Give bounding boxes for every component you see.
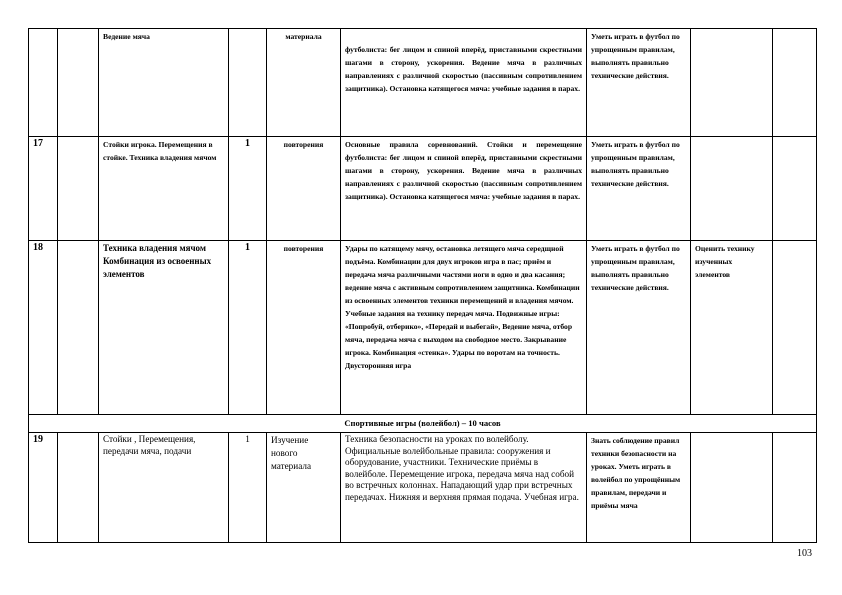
lesson-extra: [773, 137, 817, 241]
lesson-content: Удары по катящему мячу, остановка летящего мяча середщной подъёма. Комбинации для двух игроков игра в пас; приём и передача мяча различными частями ноги в одно и два касания; ведение мяча с активным сопротивлением защитника. Комбинации из освоенных элементов техники перемещений и владения мячом. Учебные задания на технику передач мяча. Подвижные игры: «Попробуй, отберико», «Передай и выбегай», Ведение мяча, отбор мяча, передача мяча с выходом на свободное место. Закрывание игрока. Комбинация «стенка». Удары по воротам на точность. Двусторонняя игра: [341, 241, 587, 415]
lesson-plan-table: [28, 28, 817, 543]
lesson-content: Техника безопасности на уроках по волейболу. Официальные волейбольные правила: сооружения и оборудование, участники. Технические приёмы в волейболе. Перемещение игрока, передача мяча над собой во встречных колоннах. Нападающий удар при встречных передачах. Нижняя и верхняя прямая подача. Учебная игра.: [341, 433, 587, 543]
section-title: Спортивные игры (волейбол) – 10 часов: [29, 415, 817, 433]
lesson-topic: Техника владения мячом Комбинация из освоенных элементов: [99, 241, 229, 415]
lesson-topic: Ведение мяча: [99, 29, 229, 137]
lesson-content: футболиста: бег лицом и спиной вперёд, приставными скрестными шагами в сторону, ускорения. Ведение мяча в различных направлениях с различной скоростью (пассивным сопротивлением защитника). Остановка катящегося мяча: учебные задания в парах.: [341, 29, 587, 137]
lesson-type: материала: [267, 29, 341, 137]
lesson-hours: 1: [229, 137, 267, 241]
lesson-requirements: Уметь играть в футбол по упрощенным правилам, выполнять правильно технические действия.: [587, 241, 691, 415]
section-header-row: [29, 415, 817, 433]
lesson-extra: [773, 433, 817, 543]
lesson-number: 19: [29, 433, 58, 543]
lesson-topic: Стойки игрока. Перемещения в стойке. Техника владения мячом: [99, 137, 229, 241]
lesson-number: 18: [29, 241, 58, 415]
lesson-type: Изучение нового материала: [267, 433, 341, 543]
lesson-type: повторения: [267, 137, 341, 241]
table-row: [29, 241, 817, 415]
lesson-requirements: Уметь играть в футбол по упрощенным правилам, выполнять правильно технические действия.: [587, 137, 691, 241]
lesson-control: [691, 433, 773, 543]
lesson-content: Основные правила соревнований. Стойки и перемещение футболиста: бег лицом и спиной вперёд, приставными скрестными шагами в сторону, ускорения. Ведение мяча в различных направлениях с различной скоростью (пассивным сопротивлением защитника). Остановка катящегося мяча: учебные задания в парах.: [341, 137, 587, 241]
lesson-number: 17: [29, 137, 58, 241]
table-row: [29, 137, 817, 241]
lesson-control: [691, 137, 773, 241]
lesson-number: [29, 29, 58, 137]
lesson-type: повторения: [267, 241, 341, 415]
lesson-hours: 1: [229, 433, 267, 543]
date-cell: [58, 433, 99, 543]
lesson-hours: 1: [229, 241, 267, 415]
date-cell: [58, 29, 99, 137]
date-cell: [58, 241, 99, 415]
lesson-control: [691, 29, 773, 137]
lesson-hours: [229, 29, 267, 137]
lesson-extra: [773, 29, 817, 137]
page-number: 103: [797, 548, 812, 559]
table-row: [29, 433, 817, 543]
date-cell: [58, 137, 99, 241]
lesson-requirements: Уметь играть в футбол по упрощенным правилам, выполнять правильно технические действия.: [587, 29, 691, 137]
lesson-requirements: Знать соблюдение правил техники безопасности на уроках. Уметь играть в волейбол по упрощённым правилам, передачи и приёмы мяча: [587, 433, 691, 543]
table-row: [29, 29, 817, 137]
lesson-extra: [773, 241, 817, 415]
lesson-control: Оценить технику изученных элементов: [691, 241, 773, 415]
lesson-topic: Стойки , Перемещения, передачи мяча, подачи: [99, 433, 229, 543]
